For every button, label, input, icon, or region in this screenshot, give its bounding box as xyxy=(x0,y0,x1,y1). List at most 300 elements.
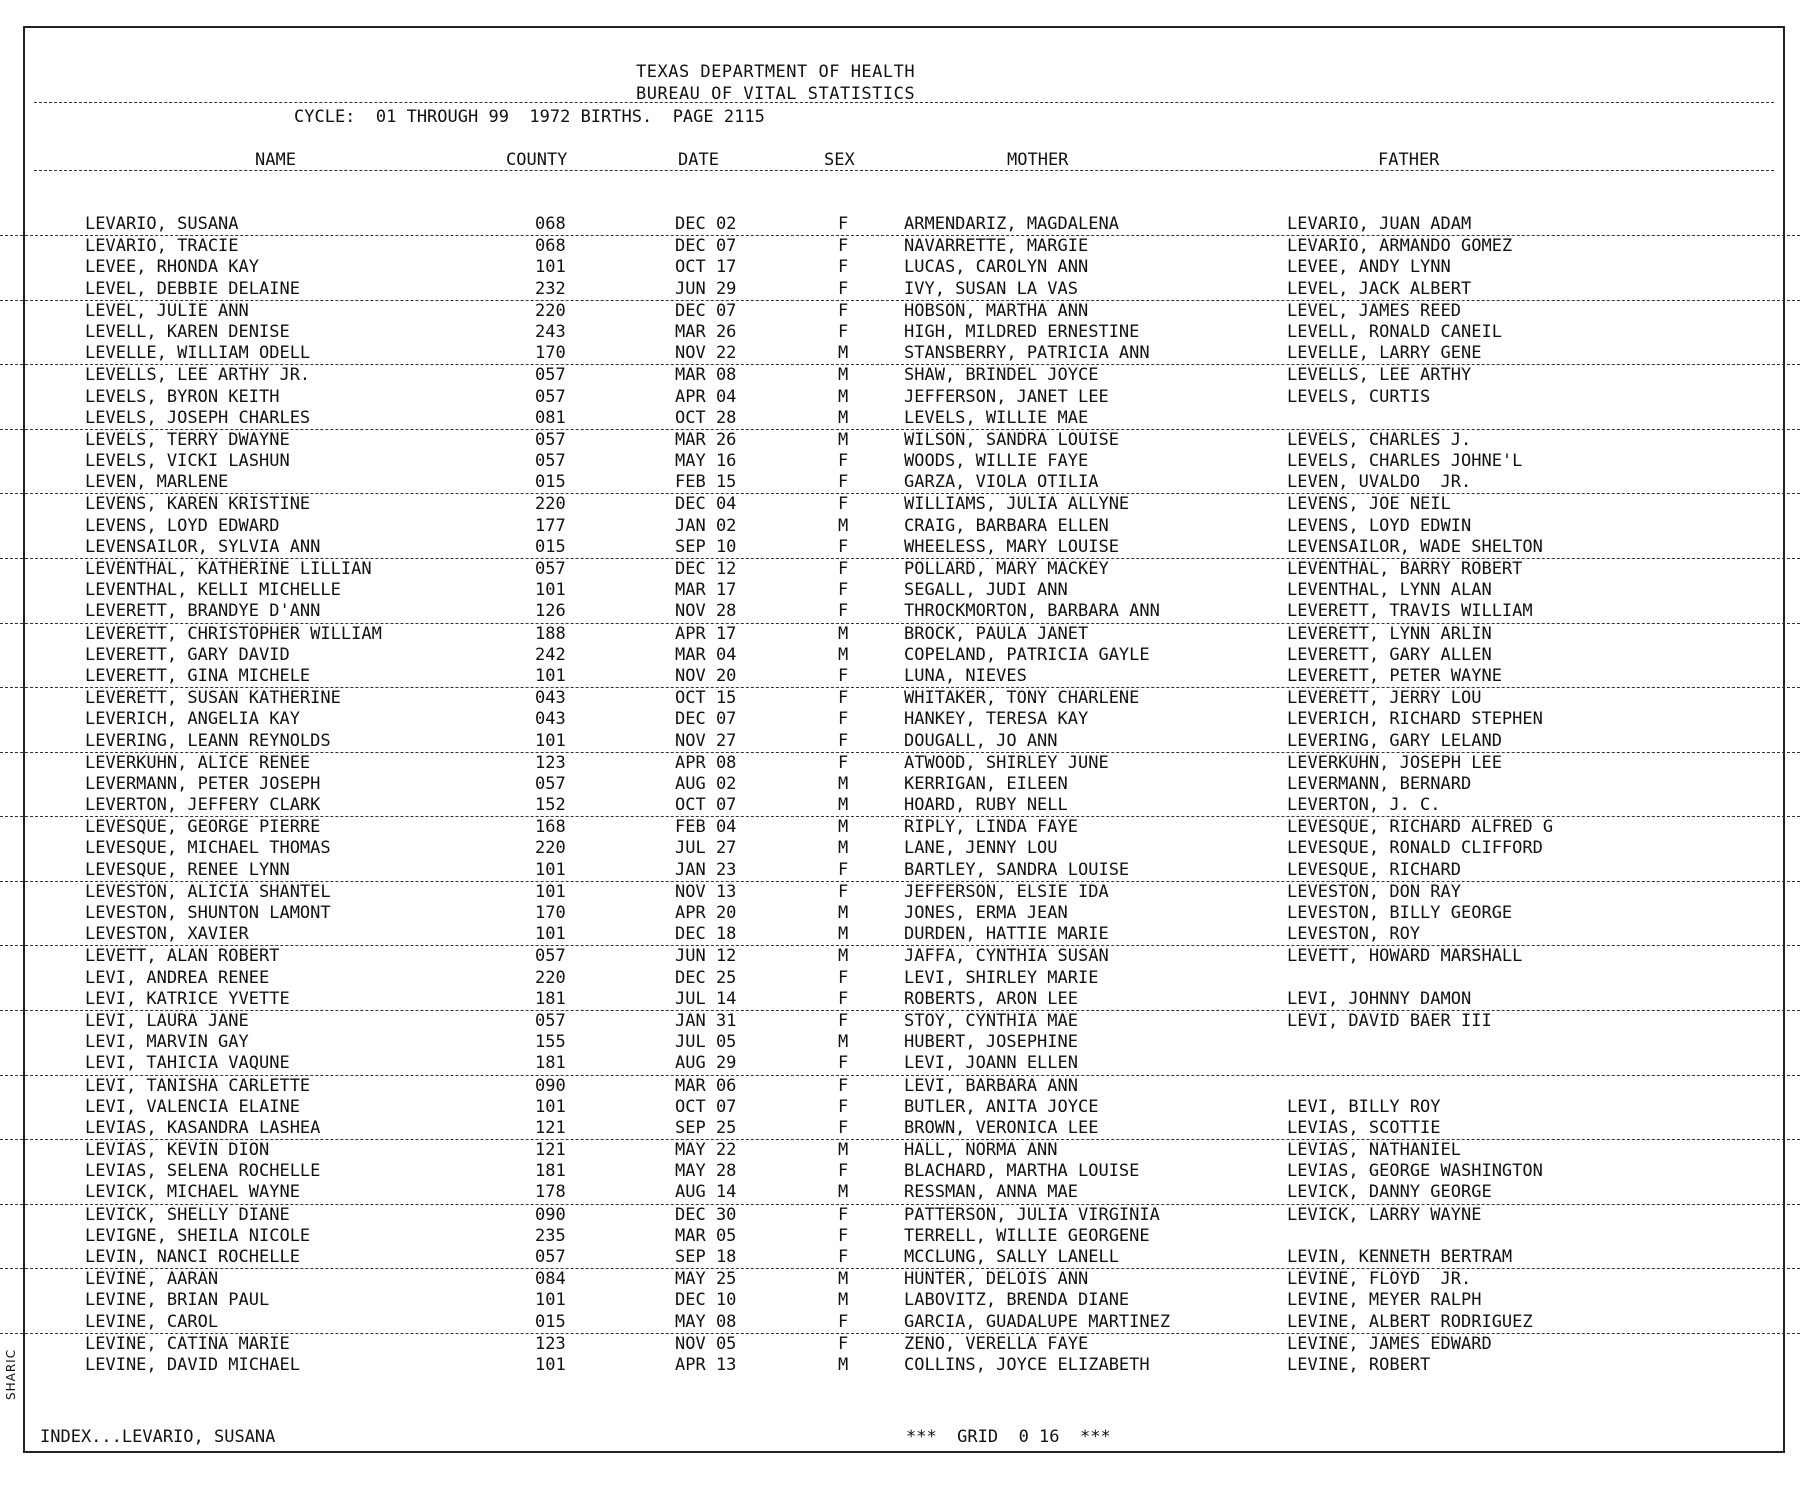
cell-mother: LEVI, BARBARA ANN xyxy=(904,1075,1078,1096)
cell-name: LEVERETT, BRANDYE D'ANN xyxy=(85,601,321,622)
table-row xyxy=(0,624,1800,645)
cell-sex: F xyxy=(838,536,849,557)
cell-father: LEVINE, FLOYD JR. xyxy=(1287,1269,1472,1290)
cell-county: 068 xyxy=(535,236,566,257)
cell-mother: JAFFA, CYNTHIA SUSAN xyxy=(904,946,1109,967)
cell-county: 220 xyxy=(535,967,566,988)
cell-county: 152 xyxy=(535,795,566,816)
cell-mother: LABOVITZ, BRENDA DIANE xyxy=(904,1290,1130,1311)
cell-county: 057 xyxy=(535,1247,566,1267)
cell-mother: HIGH, MILDRED ERNESTINE xyxy=(904,321,1140,342)
cell-date: NOV 22 xyxy=(675,343,737,364)
cell-county: 057 xyxy=(535,365,566,386)
cell-name: LEVIN, NANCI ROCHELLE xyxy=(85,1247,300,1267)
cell-mother: WHEELESS, MARY LOUISE xyxy=(904,536,1119,557)
table-row xyxy=(0,838,1800,859)
cell-father: LEVESTON, BILLY GEORGE xyxy=(1287,903,1513,923)
cell-sex: M xyxy=(838,515,849,536)
cell-name: LEVIAS, SELENA ROCHELLE xyxy=(85,1161,321,1182)
cell-name: LEVELS, BYRON KEITH xyxy=(85,386,280,407)
cell-date: FEB 04 xyxy=(675,817,737,838)
table-row xyxy=(0,214,1800,236)
cell-father: LEVEL, JACK ALBERT xyxy=(1287,278,1472,299)
cell-date: DEC 02 xyxy=(675,214,737,234)
cell-name: LEVESQUE, MICHAEL THOMAS xyxy=(85,838,331,859)
table-row xyxy=(0,968,1800,989)
cell-sex: M xyxy=(838,343,849,364)
cell-sex: M xyxy=(838,924,849,945)
cell-county: 101 xyxy=(535,859,566,880)
cell-sex: M xyxy=(838,623,849,644)
cell-name: LEVENTHAL, KATHERINE LILLIAN xyxy=(85,559,372,579)
cell-mother: ZENO, VERELLA FAYE xyxy=(904,1333,1089,1354)
cell-father: LEVI, BILLY ROY xyxy=(1287,1096,1441,1117)
cell-sex: F xyxy=(838,300,849,321)
cell-sex: M xyxy=(838,386,849,407)
cell-sex: F xyxy=(838,1096,849,1117)
cell-county: 043 xyxy=(535,709,566,730)
cell-sex: F xyxy=(838,1204,849,1225)
cell-sex: F xyxy=(838,278,849,299)
cell-name: LEVELS, TERRY DWAYNE xyxy=(85,429,290,450)
cell-father: LEVELL, RONALD CANEIL xyxy=(1287,321,1502,342)
table-row xyxy=(0,1247,1800,1269)
cell-name: LEVIGNE, SHEILA NICOLE xyxy=(85,1225,311,1246)
table-row xyxy=(0,387,1800,408)
bureau-title: BUREAU OF VITAL STATISTICS xyxy=(636,84,916,104)
table-row xyxy=(0,1140,1800,1161)
side-label: SHARIC xyxy=(4,1348,18,1400)
cell-date: OCT 07 xyxy=(675,795,737,816)
cell-name: LEVESTON, ALICIA SHANTEL xyxy=(85,881,331,902)
cell-county: 057 xyxy=(535,451,566,472)
cell-sex: F xyxy=(838,709,849,730)
records-list xyxy=(0,214,1800,1376)
column-header-sex: SEX xyxy=(824,150,855,170)
cell-name: LEVICK, MICHAEL WAYNE xyxy=(85,1182,300,1203)
cell-county: 057 xyxy=(535,429,566,450)
cell-name: LEVINE, CATINA MARIE xyxy=(85,1333,290,1354)
cell-name: LEVERETT, SUSAN KATHERINE xyxy=(85,688,341,709)
table-row xyxy=(0,343,1800,365)
cell-father: LEVERETT, LYNN ARLIN xyxy=(1287,623,1492,644)
cell-father: LEVESTON, DON RAY xyxy=(1287,881,1461,902)
cell-county: 188 xyxy=(535,623,566,644)
cell-county: 057 xyxy=(535,559,566,579)
cell-date: MAY 25 xyxy=(675,1269,737,1290)
cell-county: 126 xyxy=(535,601,566,622)
cell-father: LEVI, DAVID BAER III xyxy=(1287,1010,1492,1031)
cell-sex: M xyxy=(838,429,849,450)
cell-date: NOV 20 xyxy=(675,665,737,686)
column-header-date: DATE xyxy=(678,150,719,170)
table-row xyxy=(0,817,1800,838)
table-row xyxy=(0,1334,1800,1355)
cell-date: MAY 22 xyxy=(675,1140,737,1161)
cell-father: LEVELLS, LEE ARTHY xyxy=(1287,365,1472,386)
cell-mother: KERRIGAN, EILEEN xyxy=(904,773,1068,794)
table-row xyxy=(0,666,1800,688)
cell-sex: M xyxy=(838,817,849,838)
cell-sex: F xyxy=(838,730,849,751)
cell-sex: M xyxy=(838,1182,849,1203)
cell-mother: BROWN, VERONICA LEE xyxy=(904,1117,1099,1138)
cell-county: 015 xyxy=(535,1311,566,1332)
table-row xyxy=(0,1118,1800,1140)
cell-father: LEVELS, CHARLES JOHNE'L xyxy=(1287,451,1523,472)
cell-county: 068 xyxy=(535,214,566,234)
cell-date: DEC 10 xyxy=(675,1290,737,1311)
table-row xyxy=(0,1290,1800,1311)
cell-name: LEVERETT, GINA MICHELE xyxy=(85,665,311,686)
cell-mother: LEVI, SHIRLEY MARIE xyxy=(904,967,1099,988)
cell-date: JUN 29 xyxy=(675,278,737,299)
cell-county: 220 xyxy=(535,300,566,321)
cell-date: DEC 18 xyxy=(675,924,737,945)
table-row xyxy=(0,731,1800,753)
cell-father: LEVELS, CURTIS xyxy=(1287,386,1431,407)
cell-date: DEC 25 xyxy=(675,967,737,988)
cell-sex: F xyxy=(838,1010,849,1031)
cell-mother: COLLINS, JOYCE ELIZABETH xyxy=(904,1354,1150,1375)
table-row xyxy=(0,1182,1800,1204)
cell-name: LEVELL, KAREN DENISE xyxy=(85,321,290,342)
cell-name: LEVERICH, ANGELIA KAY xyxy=(85,709,300,730)
cell-date: NOV 27 xyxy=(675,730,737,751)
table-row xyxy=(0,537,1800,559)
cell-mother: THROCKMORTON, BARBARA ANN xyxy=(904,601,1160,622)
cell-date: JAN 23 xyxy=(675,859,737,880)
table-row xyxy=(0,494,1800,515)
cell-date: MAR 17 xyxy=(675,580,737,601)
cell-father: LEVERETT, TRAVIS WILLIAM xyxy=(1287,601,1533,622)
column-header-name: NAME xyxy=(255,150,296,170)
cell-county: 101 xyxy=(535,881,566,902)
cell-date: DEC 07 xyxy=(675,709,737,730)
cell-county: 177 xyxy=(535,515,566,536)
table-row xyxy=(0,601,1800,623)
cell-father: LEVERING, GARY LELAND xyxy=(1287,730,1502,751)
cell-mother: HUBERT, JOSEPHINE xyxy=(904,1032,1078,1053)
cell-name: LEVETT, ALAN ROBERT xyxy=(85,946,280,967)
cell-county: 090 xyxy=(535,1204,566,1225)
footer-index: INDEX...LEVARIO, SUSANA xyxy=(40,1427,276,1447)
cell-father: LEVELS, CHARLES J. xyxy=(1287,429,1472,450)
table-row xyxy=(0,279,1800,301)
cell-date: DEC 30 xyxy=(675,1204,737,1225)
cell-sex: F xyxy=(838,472,849,493)
cell-mother: ATWOOD, SHIRLEY JUNE xyxy=(904,752,1109,773)
column-header-mother: MOTHER xyxy=(1007,150,1069,170)
cell-date: SEP 10 xyxy=(675,536,737,557)
cell-father: LEVERETT, JERRY LOU xyxy=(1287,688,1482,709)
cell-name: LEVINE, AARAN xyxy=(85,1269,219,1290)
cell-county: 170 xyxy=(535,903,566,923)
cell-date: SEP 25 xyxy=(675,1117,737,1138)
cell-county: 123 xyxy=(535,1333,566,1354)
header-divider xyxy=(34,170,1774,171)
cell-date: JAN 02 xyxy=(675,515,737,536)
cell-name: LEVICK, SHELLY DIANE xyxy=(85,1204,290,1225)
cell-name: LEVI, MARVIN GAY xyxy=(85,1032,249,1053)
table-row xyxy=(0,753,1800,774)
cell-date: MAY 08 xyxy=(675,1311,737,1332)
table-row xyxy=(0,1205,1800,1226)
cell-mother: WILSON, SANDRA LOUISE xyxy=(904,429,1119,450)
cell-name: LEVI, LAURA JANE xyxy=(85,1010,249,1031)
cell-date: MAR 04 xyxy=(675,644,737,665)
cell-name: LEVESQUE, RENEE LYNN xyxy=(85,859,290,880)
cell-father: LEVEL, JAMES REED xyxy=(1287,300,1461,321)
cell-name: LEVARIO, TRACIE xyxy=(85,236,239,257)
cell-county: 081 xyxy=(535,407,566,428)
cell-father: LEVARIO, ARMANDO GOMEZ xyxy=(1287,236,1513,257)
cell-county: 101 xyxy=(535,665,566,686)
table-row xyxy=(0,688,1800,709)
cell-sex: F xyxy=(838,967,849,988)
cell-mother: GARCIA, GUADALUPE MARTINEZ xyxy=(904,1311,1171,1332)
cell-father: LEVINE, JAMES EDWARD xyxy=(1287,1333,1492,1354)
cell-county: 015 xyxy=(535,536,566,557)
cell-county: 155 xyxy=(535,1032,566,1053)
cell-county: 178 xyxy=(535,1182,566,1203)
cell-county: 057 xyxy=(535,946,566,967)
cell-mother: PATTERSON, JULIA VIRGINIA xyxy=(904,1204,1160,1225)
cell-mother: STOY, CYNTHIA MAE xyxy=(904,1010,1078,1031)
cell-county: 057 xyxy=(535,773,566,794)
cell-sex: F xyxy=(838,214,849,234)
cell-sex: F xyxy=(838,321,849,342)
cell-sex: F xyxy=(838,1075,849,1096)
cell-date: MAR 06 xyxy=(675,1075,737,1096)
cell-date: JUL 05 xyxy=(675,1032,737,1053)
cell-county: 220 xyxy=(535,494,566,515)
cell-county: 043 xyxy=(535,688,566,709)
cell-date: AUG 29 xyxy=(675,1053,737,1074)
cell-date: APR 13 xyxy=(675,1354,737,1375)
cell-name: LEVI, TAHICIA VAQUNE xyxy=(85,1053,290,1074)
cycle-line: CYCLE: 01 THROUGH 99 1972 BIRTHS. PAGE 2115 xyxy=(294,107,765,127)
cell-name: LEVENS, LOYD EDWARD xyxy=(85,515,280,536)
cell-name: LEVIAS, KASANDRA LASHEA xyxy=(85,1117,321,1138)
cell-mother: CRAIG, BARBARA ELLEN xyxy=(904,515,1109,536)
cell-name: LEVERETT, GARY DAVID xyxy=(85,644,290,665)
table-row xyxy=(0,1076,1800,1097)
cell-sex: M xyxy=(838,1290,849,1311)
cell-mother: LEVI, JOANN ELLEN xyxy=(904,1053,1078,1074)
cell-county: 181 xyxy=(535,1161,566,1182)
table-row xyxy=(0,580,1800,601)
cell-name: LEVI, KATRICE YVETTE xyxy=(85,988,290,1009)
cell-county: 243 xyxy=(535,321,566,342)
table-row xyxy=(0,1032,1800,1053)
cell-sex: F xyxy=(838,1311,849,1332)
cell-name: LEVERMANN, PETER JOSEPH xyxy=(85,773,321,794)
cell-name: LEVEL, JULIE ANN xyxy=(85,300,249,321)
cell-sex: M xyxy=(838,644,849,665)
cell-date: APR 04 xyxy=(675,386,737,407)
cell-mother: POLLARD, MARY MACKEY xyxy=(904,559,1109,579)
cell-date: DEC 07 xyxy=(675,300,737,321)
table-row xyxy=(0,903,1800,924)
cell-father: LEVESQUE, RICHARD xyxy=(1287,859,1461,880)
cell-mother: WHITAKER, TONY CHARLENE xyxy=(904,688,1140,709)
cell-date: JAN 31 xyxy=(675,1010,737,1031)
cell-date: AUG 02 xyxy=(675,773,737,794)
cell-date: AUG 14 xyxy=(675,1182,737,1203)
cell-mother: JEFFERSON, ELSIE IDA xyxy=(904,881,1109,902)
table-row xyxy=(0,451,1800,472)
cell-date: JUL 27 xyxy=(675,838,737,859)
table-row xyxy=(0,559,1800,580)
cell-sex: M xyxy=(838,1269,849,1290)
cell-father: LEVESQUE, RICHARD ALFRED G xyxy=(1287,817,1554,838)
cell-date: MAR 26 xyxy=(675,429,737,450)
table-row xyxy=(0,1053,1800,1075)
cell-name: LEVERETT, CHRISTOPHER WILLIAM xyxy=(85,623,382,644)
cell-date: MAR 08 xyxy=(675,365,737,386)
cell-date: JUN 12 xyxy=(675,946,737,967)
cell-father: LEVENTHAL, LYNN ALAN xyxy=(1287,580,1492,601)
cell-county: 101 xyxy=(535,730,566,751)
cell-father: LEVIAS, NATHANIEL xyxy=(1287,1140,1461,1161)
cell-mother: JONES, ERMA JEAN xyxy=(904,903,1068,923)
cell-name: LEVENTHAL, KELLI MICHELLE xyxy=(85,580,341,601)
cell-name: LEVELS, VICKI LASHUN xyxy=(85,451,290,472)
cell-mother: IVY, SUSAN LA VAS xyxy=(904,278,1078,299)
cell-date: MAY 28 xyxy=(675,1161,737,1182)
table-row xyxy=(0,472,1800,494)
cell-name: LEVERKUHN, ALICE RENEE xyxy=(85,752,311,773)
cell-mother: DOUGALL, JO ANN xyxy=(904,730,1058,751)
cell-sex: M xyxy=(838,773,849,794)
cell-father: LEVICK, LARRY WAYNE xyxy=(1287,1204,1482,1225)
cell-date: SEP 18 xyxy=(675,1247,737,1267)
cell-mother: BUTLER, ANITA JOYCE xyxy=(904,1096,1099,1117)
table-row xyxy=(0,236,1800,257)
cell-date: APR 17 xyxy=(675,623,737,644)
cell-mother: WOODS, WILLIE FAYE xyxy=(904,451,1089,472)
cell-sex: M xyxy=(838,946,849,967)
cell-sex: F xyxy=(838,665,849,686)
cell-county: 121 xyxy=(535,1117,566,1138)
cell-date: NOV 05 xyxy=(675,1333,737,1354)
cell-name: LEVEL, DEBBIE DELAINE xyxy=(85,278,300,299)
cell-sex: F xyxy=(838,752,849,773)
cell-father: LEVERICH, RICHARD STEPHEN xyxy=(1287,709,1543,730)
cell-name: LEVARIO, SUSANA xyxy=(85,214,239,234)
cell-name: LEVINE, CAROL xyxy=(85,1311,219,1332)
cell-date: OCT 17 xyxy=(675,257,737,278)
table-row xyxy=(0,1226,1800,1247)
cell-sex: M xyxy=(838,407,849,428)
cell-date: MAR 05 xyxy=(675,1225,737,1246)
cell-date: DEC 12 xyxy=(675,559,737,579)
divider xyxy=(34,102,1774,103)
cell-mother: COPELAND, PATRICIA GAYLE xyxy=(904,644,1150,665)
department-title: TEXAS DEPARTMENT OF HEALTH xyxy=(636,62,916,82)
table-row xyxy=(0,408,1800,430)
table-row xyxy=(0,1355,1800,1376)
table-row xyxy=(0,1269,1800,1290)
cell-sex: F xyxy=(838,257,849,278)
cell-mother: BLACHARD, MARTHA LOUISE xyxy=(904,1161,1140,1182)
column-header-county: COUNTY xyxy=(506,150,568,170)
cell-father: LEVENS, JOE NEIL xyxy=(1287,494,1451,515)
cell-date: JUL 14 xyxy=(675,988,737,1009)
cell-mother: LANE, JENNY LOU xyxy=(904,838,1058,859)
table-row xyxy=(0,1312,1800,1334)
cell-sex: F xyxy=(838,1333,849,1354)
cell-mother: RESSMAN, ANNA MAE xyxy=(904,1182,1078,1203)
table-row xyxy=(0,430,1800,451)
cell-mother: LUCAS, CAROLYN ANN xyxy=(904,257,1089,278)
cell-sex: M xyxy=(838,795,849,816)
cell-date: DEC 07 xyxy=(675,236,737,257)
cell-father: LEVIN, KENNETH BERTRAM xyxy=(1287,1247,1513,1267)
cell-sex: M xyxy=(838,1140,849,1161)
cell-name: LEVESTON, SHUNTON LAMONT xyxy=(85,903,331,923)
cell-sex: M xyxy=(838,1032,849,1053)
cell-mother: GARZA, VIOLA OTILIA xyxy=(904,472,1099,493)
cell-mother: BROCK, PAULA JANET xyxy=(904,623,1089,644)
cell-mother: HALL, NORMA ANN xyxy=(904,1140,1058,1161)
cell-mother: WILLIAMS, JULIA ALLYNE xyxy=(904,494,1130,515)
cell-father: LEVIAS, GEORGE WASHINGTON xyxy=(1287,1161,1543,1182)
cell-mother: MCCLUNG, SALLY LANELL xyxy=(904,1247,1119,1267)
table-row xyxy=(0,989,1800,1011)
cell-mother: SHAW, BRINDEL JOYCE xyxy=(904,365,1099,386)
cell-sex: F xyxy=(838,988,849,1009)
table-row xyxy=(0,1011,1800,1032)
cell-father: LEVERETT, GARY ALLEN xyxy=(1287,644,1492,665)
cell-county: 121 xyxy=(535,1140,566,1161)
cell-name: LEVEE, RHONDA KAY xyxy=(85,257,259,278)
cell-father: LEVETT, HOWARD MARSHALL xyxy=(1287,946,1523,967)
cell-county: 170 xyxy=(535,343,566,364)
footer-grid: *** GRID 0 16 *** xyxy=(906,1427,1111,1447)
cell-name: LEVI, ANDREA RENEE xyxy=(85,967,270,988)
table-row xyxy=(0,257,1800,278)
cell-date: FEB 15 xyxy=(675,472,737,493)
cell-county: 181 xyxy=(535,988,566,1009)
cell-date: NOV 13 xyxy=(675,881,737,902)
table-row xyxy=(0,860,1800,882)
cell-name: LEVI, TANISHA CARLETTE xyxy=(85,1075,311,1096)
cell-father: LEVENSAILOR, WADE SHELTON xyxy=(1287,536,1543,557)
cell-sex: F xyxy=(838,1053,849,1074)
cell-name: LEVESTON, XAVIER xyxy=(85,924,249,945)
cell-mother: TERRELL, WILLIE GEORGENE xyxy=(904,1225,1150,1246)
cell-county: 232 xyxy=(535,278,566,299)
cell-mother: STANSBERRY, PATRICIA ANN xyxy=(904,343,1150,364)
cell-father: LEVERKUHN, JOSEPH LEE xyxy=(1287,752,1502,773)
cell-mother: HUNTER, DELOIS ANN xyxy=(904,1269,1089,1290)
cell-name: LEVELLS, LEE ARTHY JR. xyxy=(85,365,311,386)
table-row xyxy=(0,645,1800,666)
cell-mother: SEGALL, JUDI ANN xyxy=(904,580,1068,601)
cell-mother: HANKEY, TERESA KAY xyxy=(904,709,1089,730)
cell-father: LEVERMANN, BERNARD xyxy=(1287,773,1472,794)
cell-sex: F xyxy=(838,688,849,709)
table-row xyxy=(0,1161,1800,1182)
cell-county: 181 xyxy=(535,1053,566,1074)
cell-father: LEVEE, ANDY LYNN xyxy=(1287,257,1451,278)
table-row xyxy=(0,946,1800,967)
cell-date: NOV 28 xyxy=(675,601,737,622)
cell-name: LEVIAS, KEVIN DION xyxy=(85,1140,270,1161)
cell-name: LEVERING, LEANN REYNOLDS xyxy=(85,730,331,751)
